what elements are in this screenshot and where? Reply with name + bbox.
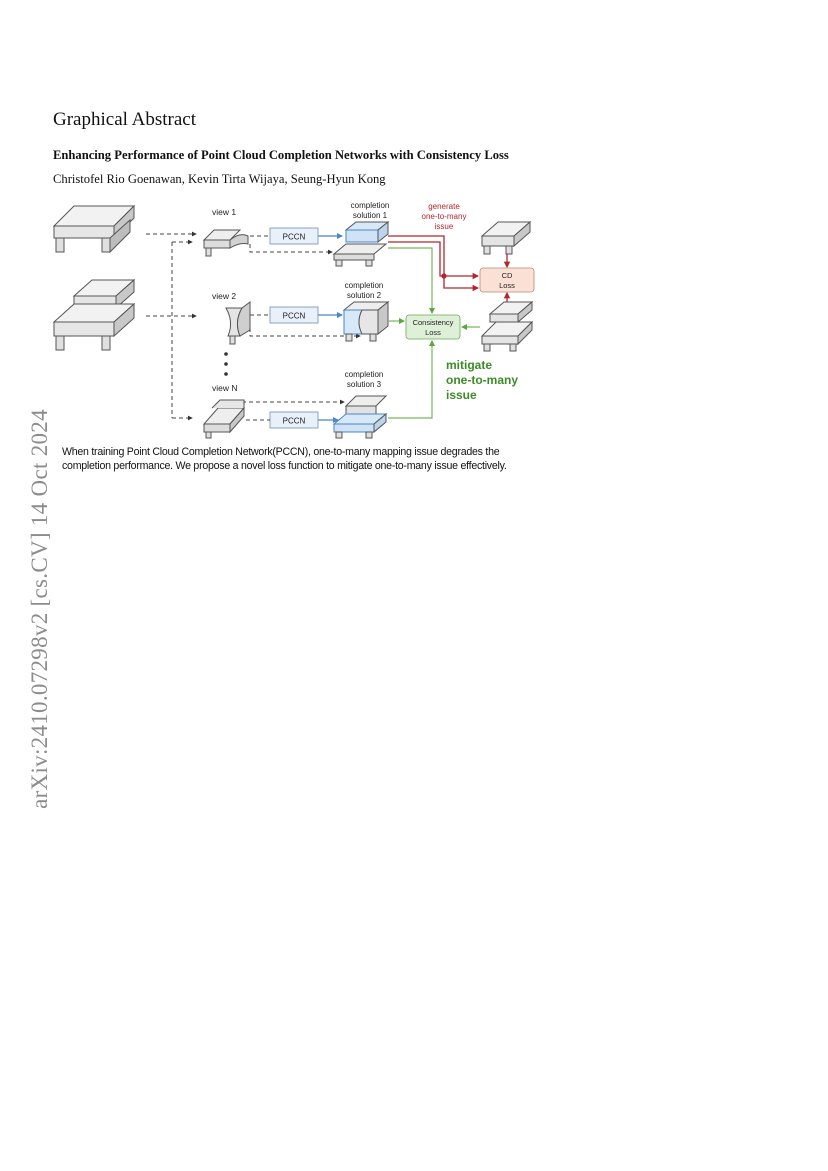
pccn-block-1 [270,228,318,244]
completion-shape-2 [344,302,388,341]
pccn-block-3 [270,412,318,428]
cd-loss-line2: Loss [499,281,515,290]
section-heading: Graphical Abstract [53,109,196,130]
view-links [244,236,360,420]
partial-view-2 [226,302,250,344]
completion-shape-1 [334,222,388,266]
arxiv-side-identifier: arXiv:2410.07298v2 [cs.CV] 14 Oct 2024 [27,409,52,809]
view-1-label: view 1 [212,207,237,217]
view-2-label: view 2 [212,291,237,301]
mitigate-line2: one-to-many [446,373,518,387]
partial-view-1 [204,230,248,256]
caption-line-2: completion performance. We propose a novel loss function to mitigate one-to-many issue effectively. [62,459,507,472]
mitigate-line1: mitigate [446,358,493,372]
figure-caption [62,446,552,473]
consistency-loss-box [406,315,460,339]
author-list: Christofel Rio Goenawan, Kevin Tirta Wijaya, Seung-Hyun Kong [53,172,386,186]
cd-loss-line1: CD [501,271,513,280]
mitigate-line3: issue [446,388,477,402]
completion-1-label-line2: solution 1 [352,211,388,220]
input-shape-1 [54,206,134,252]
ellipsis-dots [224,352,228,376]
completion-3-label-line1: completion [344,370,384,379]
ground-truth-shape [482,222,530,254]
pccn-block-2 [270,307,318,323]
generate-issue-line1: generate [428,202,460,211]
view-n-label: view N [212,383,238,393]
generate-issue-line2: one-to-many [421,212,467,221]
cd-loss-box [480,268,534,292]
red-junction [441,273,446,278]
completion-1-label-line1: completion [350,201,390,210]
paper-title: Enhancing Performance of Point Cloud Completion Networks with Consistency Loss [53,148,509,162]
view-sampling-arrows [146,234,196,418]
consistency-loss-line2: Loss [425,328,441,337]
completion-3-label-line2: solution 3 [346,380,382,389]
partial-view-n [204,400,244,438]
generate-issue-line3: issue [434,222,454,231]
target-shape-2 [482,302,532,351]
pccn-label: PCCN [282,416,306,426]
input-shape-2 [54,280,134,350]
caption-line-1: When training Point Cloud Completion Network(PCCN), one-to-many mapping issue degrades the [62,446,500,458]
pccn-label: PCCN [282,232,306,242]
pccn-label: PCCN [282,311,306,321]
completion-2-label-line1: completion [344,281,384,290]
consistency-loss-line1: Consistency [412,318,454,327]
completion-2-label-line2: solution 2 [346,291,382,300]
graphical-abstract-figure [44,196,544,446]
